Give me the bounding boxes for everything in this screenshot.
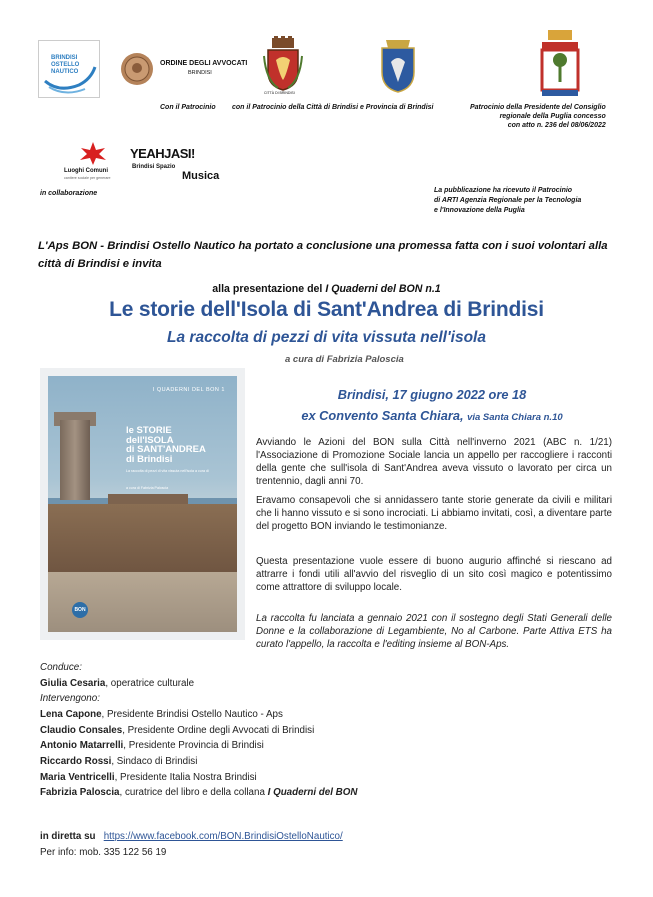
speaker-name: Claudio Consales (40, 724, 123, 736)
speaker-name: Fabrizia Paloscia (40, 787, 120, 799)
paragraph: La raccolta fu lanciata a gennaio 2021 con il sostegno degli Stati Generali delle Donne e la collaborazione di Legambiente, No al Carbone. Parte Attiva ETS ha curato l'appello, la raccolta e l'editing insieme al BON-Aps. (256, 613, 612, 651)
caption-arti (434, 186, 581, 215)
avvocati-logo (120, 52, 248, 86)
speaker-entry (40, 785, 357, 801)
bon-logo (38, 40, 100, 98)
speaker-role: , Presidente Italia Nostra Brindisi (114, 771, 257, 783)
speaker-name: Lena Capone (40, 709, 102, 721)
facebook-link[interactable]: https://www.facebook.com/BON.BrindisiOstelloNautico/ (103, 831, 343, 842)
intro-text: L'Aps BON - Brindisi Ostello Nautico ha portato a conclusione una promessa fatta con i suoi volontari alla città di Brindisi e invita (38, 240, 608, 270)
cover-series-header: I QUADERNI DEL BON 1 (152, 387, 225, 393)
cover-title-line: dell'ISOLA (126, 434, 174, 446)
speaker-name: Antonio Matarrelli (40, 740, 124, 752)
yeahjasi-name: YEAHJASI! (130, 146, 195, 161)
caption-arti-line: e l'Innovazione della Puglia (434, 206, 525, 214)
luoghi-comuni-name: Luoghi Comuni (64, 168, 108, 174)
cover-title-line: di Brindisi (126, 453, 173, 465)
caption-citta-provincia: con il Patrocinio della Città di Brindisi e Provincia di Brindisi (232, 104, 434, 111)
presentation-line (0, 283, 653, 295)
city-crest-icon (262, 36, 304, 92)
caption-regione (470, 104, 606, 130)
speaker-role: , curatrice del libro e della collana (119, 787, 268, 799)
caption-regione-line: con atto n. 236 del 08/06/2022 (507, 121, 606, 129)
event-address: via Santa Chiara n.10 (467, 412, 563, 423)
caption-arti-line: di ARTI Agenzia Regionale per la Tecnologia (434, 196, 582, 204)
live-line (40, 829, 343, 845)
caption-regione-line: regionale della Puglia concesso (499, 112, 606, 120)
bon-logo-line: BRINDISI (51, 55, 78, 61)
citta-crest-label: CITTÀ DI BRINDISI (264, 91, 295, 95)
speaker-role: , Sindaco di Brindisi (111, 756, 198, 768)
speaker-name: Riccardo Rossi (40, 756, 112, 768)
caption-collaborazione: in collaborazione (40, 190, 98, 197)
cover-title-line: le STORIE (126, 425, 172, 436)
avvocati-logo-city: BRINDISI (188, 70, 212, 76)
speaker-entry (40, 723, 357, 739)
regione-crest-icon (538, 30, 582, 98)
info-line: Per info: mob. 335 122 56 19 (40, 847, 167, 859)
book-cover (40, 368, 245, 640)
bon-logo-line: OSTELLO (51, 61, 80, 68)
speaker-entry (40, 738, 357, 754)
cover-title (126, 426, 226, 464)
speaker-entry (40, 754, 357, 770)
cover-title-line: di SANT'ANDREA (126, 444, 206, 455)
conduce-label: Conduce: (40, 662, 82, 673)
cover-tower (60, 420, 90, 500)
bon-logo-line: NAUTICO (51, 68, 79, 75)
speaker-series: I Quaderni del BON (267, 787, 358, 799)
luoghi-comuni-icon (78, 140, 108, 166)
cover-fort (48, 504, 237, 574)
speaker-name: Maria Ventricelli (40, 771, 115, 783)
speaker-role: , Presidente Ordine degli Avvocati di Brindisi (122, 724, 315, 736)
presentation-series: I Quaderni del BON n.1 (325, 283, 441, 295)
speaker-role: , Presidente Provincia di Brindisi (123, 740, 264, 752)
paragraph: Eravamo consapevoli che si annidassero tante storie generate da civili e militari che li hanno vissuto e si sono incrociati. Li abbiamo invitati, così, a diventare parte del progetto BON inviando le testimonianze. (256, 495, 612, 533)
speaker-role: , Presidente Brindisi Ostello Nautico - Aps (101, 709, 283, 721)
yeahjasi-logo (130, 146, 234, 190)
yeahjasi-tagline: Brindisi Spazio (132, 164, 176, 170)
avvocati-logo-name: ORDINE DEGLI AVVOCATI (160, 60, 248, 67)
cover-curator: a cura di Fabrizia Paloscia (126, 486, 169, 490)
cover-subtitle: La raccolta di pezzi di vita vissuta nell'isola a cura di (126, 469, 209, 473)
curator-line: a cura di Fabrizia Paloscia (285, 354, 404, 365)
paragraph: Avviando le Azioni del BON sulla Città nell'inverno 2021 (ABC n. 1/21) l'Associazione di Promozione Sociale lancia un appello per raccogliere i racconti della gente che sull'isola di Sant'Andrea aveva vissuto o lavorato per circa un trentennio, dagli anni 70. (256, 437, 612, 488)
page-subtitle: La raccolta di pezzi di vita vissuta nell'isola (167, 329, 486, 346)
book-cover-image (48, 376, 237, 632)
luoghi-comuni-tagline: cantiere sociale per generare (64, 176, 111, 180)
speaker-entry (40, 707, 357, 723)
speaker-role: , operatrice culturale (105, 677, 195, 689)
event-datetime: Brindisi, 17 giugno 2022 ore 18 (337, 387, 527, 402)
caption-arti-line: La pubblicazione ha ricevuto il Patrocinio (434, 187, 573, 194)
cover-bon-logo: BON (72, 602, 88, 618)
speaker-name: Giulia Cesaria (40, 677, 106, 689)
regione-puglia-logo (538, 30, 582, 98)
event-venue-line (242, 408, 622, 423)
page-title: Le storie dell'Isola di Sant'Andrea di Brindisi (109, 298, 544, 321)
yeahjasi-musica: Musica (182, 170, 220, 182)
paragraph: Questa presentazione vuole essere di buono augurio affinché si riescano ad attrarre i fondi utili all'avvio del risveglio di un sito così magico e potentissimo come attrattore di sviluppo locale. (256, 556, 612, 594)
luoghi-comuni-logo (62, 140, 124, 184)
presentation-prefix: alla presentazione del (212, 283, 326, 295)
event-venue: ex Convento Santa Chiara, (301, 408, 464, 423)
intervengono-label: Intervengono: (40, 693, 100, 705)
provincia-crest-icon (378, 38, 418, 94)
citta-brindisi-crest (262, 36, 304, 98)
live-label: in diretta su (40, 831, 96, 842)
conduce-entry (40, 676, 357, 692)
caption-regione-line: Patrocinio della Presidente del Consiglio (470, 104, 606, 111)
caption-patrocinio: Con il Patrocinio (160, 104, 216, 111)
footer (40, 829, 343, 861)
credits (40, 660, 357, 801)
speaker-entry (40, 770, 357, 786)
provincia-crest (378, 38, 418, 94)
avvocati-seal-icon (120, 52, 154, 86)
